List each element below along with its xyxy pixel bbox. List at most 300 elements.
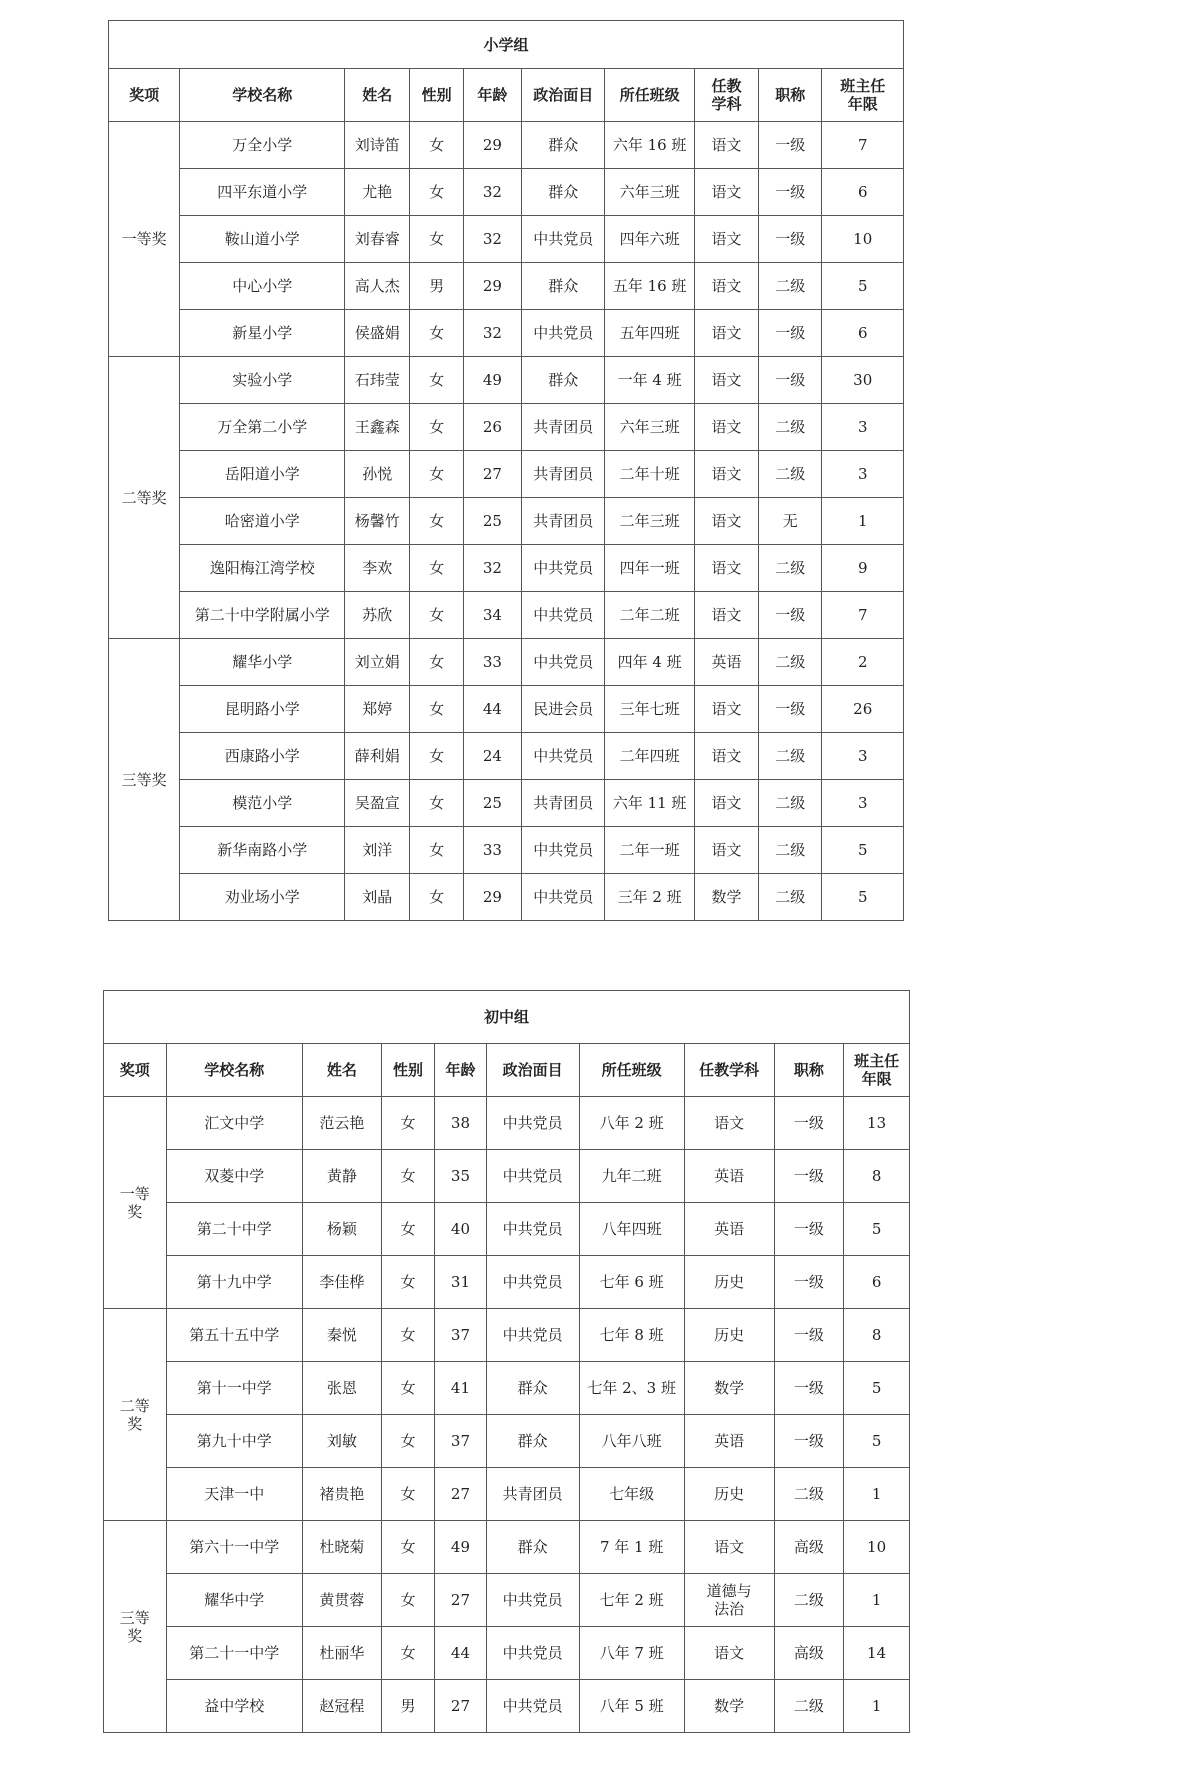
homeroom-years-cell: 1 — [844, 1468, 910, 1521]
homeroom-years-cell: 5 — [822, 263, 904, 310]
homeroom-years-cell: 3 — [822, 733, 904, 780]
class-cell: 二年十班 — [605, 451, 694, 498]
gender-cell: 女 — [410, 169, 463, 216]
column-header: 姓名 — [345, 69, 410, 122]
age-cell: 32 — [463, 545, 521, 592]
class-cell: 四年六班 — [605, 216, 694, 263]
homeroom-years-cell: 13 — [844, 1097, 910, 1150]
political-status-cell: 中共党员 — [486, 1680, 579, 1733]
subject-cell: 语文 — [694, 451, 758, 498]
age-cell: 34 — [463, 592, 521, 639]
subject-cell: 语文 — [694, 357, 758, 404]
class-cell: 九年二班 — [579, 1150, 684, 1203]
age-cell: 33 — [463, 827, 521, 874]
table-row — [109, 310, 904, 357]
title-cell: 一级 — [774, 1362, 844, 1415]
class-cell: 五年 16 班 — [605, 263, 694, 310]
homeroom-years-cell: 1 — [844, 1574, 910, 1627]
column-header: 年龄 — [463, 69, 521, 122]
teacher-name-cell: 杜晓菊 — [302, 1521, 381, 1574]
title-cell: 一级 — [759, 592, 822, 639]
class-cell: 三年七班 — [605, 686, 694, 733]
homeroom-years-cell: 2 — [822, 639, 904, 686]
subject-cell: 语文 — [694, 827, 758, 874]
political-status-cell: 中共党员 — [522, 216, 605, 263]
school-name-cell: 天津一中 — [166, 1468, 302, 1521]
award-cell: 三等奖 — [109, 639, 180, 921]
homeroom-years-cell: 30 — [822, 357, 904, 404]
subject-cell: 历史 — [684, 1256, 774, 1309]
class-cell: 七年级 — [579, 1468, 684, 1521]
gender-cell: 女 — [381, 1415, 435, 1468]
teacher-name-cell: 刘晶 — [345, 874, 410, 921]
title-cell: 一级 — [774, 1203, 844, 1256]
subject-cell: 英语 — [684, 1415, 774, 1468]
column-header: 政治面目 — [486, 1044, 579, 1097]
subject-cell: 语文 — [694, 122, 758, 169]
homeroom-years-cell: 1 — [822, 498, 904, 545]
table-row — [109, 639, 904, 686]
homeroom-years-cell: 14 — [844, 1627, 910, 1680]
political-status-cell: 群众 — [522, 263, 605, 310]
subject-cell: 语文 — [694, 592, 758, 639]
teacher-name-cell: 尤艳 — [345, 169, 410, 216]
title-cell: 二级 — [759, 263, 822, 310]
political-status-cell: 群众 — [486, 1362, 579, 1415]
column-header: 班主任 年限 — [844, 1044, 910, 1097]
subject-cell: 语文 — [694, 263, 758, 310]
column-header: 班主任 年限 — [822, 69, 904, 122]
title-cell: 一级 — [774, 1097, 844, 1150]
school-name-cell: 鞍山道小学 — [180, 216, 345, 263]
subject-cell: 语文 — [694, 216, 758, 263]
table-row — [104, 1150, 910, 1203]
subject-cell: 语文 — [684, 1521, 774, 1574]
gender-cell: 女 — [410, 592, 463, 639]
subject-cell: 历史 — [684, 1309, 774, 1362]
political-status-cell: 中共党员 — [522, 545, 605, 592]
award-cell: 二等 奖 — [104, 1309, 167, 1521]
school-name-cell: 第二十中学 — [166, 1203, 302, 1256]
gender-cell: 女 — [410, 874, 463, 921]
table-row — [104, 1680, 910, 1733]
homeroom-years-cell: 9 — [822, 545, 904, 592]
title-cell: 二级 — [759, 639, 822, 686]
teacher-name-cell: 李佳桦 — [302, 1256, 381, 1309]
table-row — [109, 216, 904, 263]
age-cell: 44 — [463, 686, 521, 733]
subject-cell: 道德与 法治 — [684, 1574, 774, 1627]
teacher-name-cell: 王鑫森 — [345, 404, 410, 451]
homeroom-years-cell: 10 — [844, 1521, 910, 1574]
subject-cell: 英语 — [684, 1203, 774, 1256]
political-status-cell: 中共党员 — [522, 874, 605, 921]
subject-cell: 英语 — [694, 639, 758, 686]
title-cell: 二级 — [759, 404, 822, 451]
title-cell: 一级 — [759, 686, 822, 733]
title-cell: 高级 — [774, 1627, 844, 1680]
school-name-cell: 第九十中学 — [166, 1415, 302, 1468]
subject-cell: 语文 — [694, 498, 758, 545]
teacher-name-cell: 孙悦 — [345, 451, 410, 498]
political-status-cell: 中共党员 — [486, 1309, 579, 1362]
school-name-cell: 西康路小学 — [180, 733, 345, 780]
school-name-cell: 第二十一中学 — [166, 1627, 302, 1680]
column-header: 姓名 — [302, 1044, 381, 1097]
title-cell: 一级 — [774, 1256, 844, 1309]
column-header: 奖项 — [104, 1044, 167, 1097]
political-status-cell: 群众 — [522, 357, 605, 404]
age-cell: 25 — [463, 498, 521, 545]
title-cell: 一级 — [774, 1309, 844, 1362]
column-header: 年龄 — [435, 1044, 487, 1097]
table-row — [104, 1627, 910, 1680]
primary-school-table — [108, 20, 904, 921]
school-name-cell: 昆明路小学 — [180, 686, 345, 733]
homeroom-years-cell: 6 — [822, 169, 904, 216]
homeroom-years-cell: 5 — [844, 1415, 910, 1468]
table-row — [109, 357, 904, 404]
political-status-cell: 中共党员 — [486, 1256, 579, 1309]
table-row — [109, 592, 904, 639]
gender-cell: 女 — [381, 1256, 435, 1309]
political-status-cell: 群众 — [522, 122, 605, 169]
class-cell: 五年四班 — [605, 310, 694, 357]
age-cell: 41 — [435, 1362, 487, 1415]
school-name-cell: 耀华中学 — [166, 1574, 302, 1627]
age-cell: 44 — [435, 1627, 487, 1680]
class-cell: 一年 4 班 — [605, 357, 694, 404]
teacher-name-cell: 石玮莹 — [345, 357, 410, 404]
school-name-cell: 岳阳道小学 — [180, 451, 345, 498]
column-header: 所任班级 — [605, 69, 694, 122]
table-row — [109, 451, 904, 498]
political-status-cell: 中共党员 — [486, 1097, 579, 1150]
class-cell: 七年 2 班 — [579, 1574, 684, 1627]
teacher-name-cell: 苏欣 — [345, 592, 410, 639]
age-cell: 32 — [463, 169, 521, 216]
gender-cell: 女 — [410, 733, 463, 780]
age-cell: 35 — [435, 1150, 487, 1203]
school-name-cell: 中心小学 — [180, 263, 345, 310]
gender-cell: 女 — [381, 1309, 435, 1362]
table-row — [104, 1256, 910, 1309]
political-status-cell: 群众 — [486, 1521, 579, 1574]
award-cell: 一等 奖 — [104, 1097, 167, 1309]
homeroom-years-cell: 5 — [844, 1203, 910, 1256]
homeroom-years-cell: 3 — [822, 404, 904, 451]
homeroom-years-cell: 7 — [822, 592, 904, 639]
title-cell: 二级 — [774, 1574, 844, 1627]
gender-cell: 女 — [381, 1468, 435, 1521]
header-row — [109, 69, 904, 122]
table-row — [109, 169, 904, 216]
school-name-cell: 劝业场小学 — [180, 874, 345, 921]
age-cell: 29 — [463, 122, 521, 169]
age-cell: 37 — [435, 1415, 487, 1468]
table-row — [104, 1468, 910, 1521]
table-row — [104, 1097, 910, 1150]
age-cell: 49 — [435, 1521, 487, 1574]
title-cell: 二级 — [759, 780, 822, 827]
teacher-name-cell: 刘春睿 — [345, 216, 410, 263]
political-status-cell: 民进会员 — [522, 686, 605, 733]
teacher-name-cell: 侯盛娟 — [345, 310, 410, 357]
table-row — [104, 1521, 910, 1574]
table-row — [109, 404, 904, 451]
political-status-cell: 群众 — [486, 1415, 579, 1468]
school-name-cell: 益中学校 — [166, 1680, 302, 1733]
gender-cell: 女 — [381, 1150, 435, 1203]
class-cell: 八年 2 班 — [579, 1097, 684, 1150]
political-status-cell: 中共党员 — [486, 1203, 579, 1256]
table-row — [109, 545, 904, 592]
teacher-name-cell: 褚贵艳 — [302, 1468, 381, 1521]
gender-cell: 女 — [381, 1574, 435, 1627]
column-header: 任教学科 — [684, 1044, 774, 1097]
title-cell: 二级 — [759, 827, 822, 874]
political-status-cell: 共青团员 — [522, 780, 605, 827]
school-name-cell: 第二十中学附属小学 — [180, 592, 345, 639]
gender-cell: 女 — [410, 498, 463, 545]
gender-cell: 女 — [410, 827, 463, 874]
age-cell: 27 — [435, 1468, 487, 1521]
table-row — [109, 733, 904, 780]
teacher-name-cell: 吴盈宣 — [345, 780, 410, 827]
column-header: 任教 学科 — [694, 69, 758, 122]
table-row — [109, 780, 904, 827]
age-cell: 24 — [463, 733, 521, 780]
gender-cell: 女 — [410, 216, 463, 263]
column-header: 奖项 — [109, 69, 180, 122]
gender-cell: 女 — [410, 686, 463, 733]
subject-cell: 数学 — [684, 1362, 774, 1415]
teacher-name-cell: 李欢 — [345, 545, 410, 592]
school-name-cell: 万全小学 — [180, 122, 345, 169]
table-row — [104, 1415, 910, 1468]
title-cell: 一级 — [759, 169, 822, 216]
class-cell: 八年 7 班 — [579, 1627, 684, 1680]
political-status-cell: 中共党员 — [522, 310, 605, 357]
school-name-cell: 第六十一中学 — [166, 1521, 302, 1574]
title-cell: 一级 — [774, 1150, 844, 1203]
award-cell: 二等奖 — [109, 357, 180, 639]
subject-cell: 数学 — [684, 1680, 774, 1733]
political-status-cell: 中共党员 — [522, 827, 605, 874]
class-cell: 二年四班 — [605, 733, 694, 780]
homeroom-years-cell: 1 — [844, 1680, 910, 1733]
gender-cell: 女 — [381, 1203, 435, 1256]
homeroom-years-cell: 5 — [844, 1362, 910, 1415]
age-cell: 29 — [463, 263, 521, 310]
teacher-name-cell: 郑婷 — [345, 686, 410, 733]
homeroom-years-cell: 6 — [822, 310, 904, 357]
school-name-cell: 模范小学 — [180, 780, 345, 827]
column-header: 职称 — [774, 1044, 844, 1097]
class-cell: 三年 2 班 — [605, 874, 694, 921]
school-name-cell: 万全第二小学 — [180, 404, 345, 451]
gender-cell: 女 — [410, 780, 463, 827]
column-header: 性别 — [381, 1044, 435, 1097]
gender-cell: 女 — [410, 404, 463, 451]
age-cell: 27 — [435, 1680, 487, 1733]
school-name-cell: 第十九中学 — [166, 1256, 302, 1309]
teacher-name-cell: 杜丽华 — [302, 1627, 381, 1680]
title-cell: 一级 — [759, 216, 822, 263]
table-row — [104, 1574, 910, 1627]
teacher-name-cell: 刘诗笛 — [345, 122, 410, 169]
column-header: 学校名称 — [180, 69, 345, 122]
political-status-cell: 群众 — [522, 169, 605, 216]
homeroom-years-cell: 10 — [822, 216, 904, 263]
column-header: 所任班级 — [579, 1044, 684, 1097]
gender-cell: 男 — [381, 1680, 435, 1733]
subject-cell: 语文 — [694, 545, 758, 592]
school-name-cell: 第十一中学 — [166, 1362, 302, 1415]
subject-cell: 语文 — [694, 310, 758, 357]
political-status-cell: 中共党员 — [486, 1150, 579, 1203]
gender-cell: 女 — [381, 1627, 435, 1680]
political-status-cell: 中共党员 — [522, 639, 605, 686]
class-cell: 六年 11 班 — [605, 780, 694, 827]
school-name-cell: 哈密道小学 — [180, 498, 345, 545]
homeroom-years-cell: 3 — [822, 780, 904, 827]
school-name-cell: 新华南路小学 — [180, 827, 345, 874]
class-cell: 二年三班 — [605, 498, 694, 545]
teacher-name-cell: 赵冠程 — [302, 1680, 381, 1733]
class-cell: 四年一班 — [605, 545, 694, 592]
age-cell: 33 — [463, 639, 521, 686]
subject-cell: 语文 — [694, 169, 758, 216]
teacher-name-cell: 范云艳 — [302, 1097, 381, 1150]
gender-cell: 女 — [410, 639, 463, 686]
age-cell: 25 — [463, 780, 521, 827]
gender-cell: 女 — [410, 310, 463, 357]
school-name-cell: 逸阳梅江湾学校 — [180, 545, 345, 592]
teacher-name-cell: 黄贯蓉 — [302, 1574, 381, 1627]
homeroom-years-cell: 6 — [844, 1256, 910, 1309]
political-status-cell: 共青团员 — [522, 451, 605, 498]
title-cell: 高级 — [774, 1521, 844, 1574]
age-cell: 40 — [435, 1203, 487, 1256]
class-cell: 七年 6 班 — [579, 1256, 684, 1309]
homeroom-years-cell: 7 — [822, 122, 904, 169]
age-cell: 49 — [463, 357, 521, 404]
school-name-cell: 耀华小学 — [180, 639, 345, 686]
age-cell: 26 — [463, 404, 521, 451]
gender-cell: 女 — [410, 451, 463, 498]
political-status-cell: 中共党员 — [486, 1574, 579, 1627]
homeroom-years-cell: 5 — [822, 827, 904, 874]
teacher-name-cell: 杨馨竹 — [345, 498, 410, 545]
age-cell: 32 — [463, 216, 521, 263]
table-row — [104, 1203, 910, 1256]
column-header: 职称 — [759, 69, 822, 122]
subject-cell: 语文 — [694, 780, 758, 827]
subject-cell: 英语 — [684, 1150, 774, 1203]
table-row — [109, 827, 904, 874]
school-name-cell: 实验小学 — [180, 357, 345, 404]
subject-cell: 语文 — [694, 686, 758, 733]
homeroom-years-cell: 8 — [844, 1309, 910, 1362]
gender-cell: 女 — [410, 545, 463, 592]
subject-cell: 语文 — [694, 404, 758, 451]
teacher-name-cell: 刘敏 — [302, 1415, 381, 1468]
gender-cell: 女 — [381, 1362, 435, 1415]
table-row — [104, 1362, 910, 1415]
age-cell: 27 — [463, 451, 521, 498]
column-header: 学校名称 — [166, 1044, 302, 1097]
teacher-name-cell: 黄静 — [302, 1150, 381, 1203]
title-cell: 二级 — [774, 1680, 844, 1733]
class-cell: 七年 2、3 班 — [579, 1362, 684, 1415]
subject-cell: 历史 — [684, 1468, 774, 1521]
age-cell: 27 — [435, 1574, 487, 1627]
homeroom-years-cell: 8 — [844, 1150, 910, 1203]
table-row — [104, 1309, 910, 1362]
subject-cell: 语文 — [684, 1627, 774, 1680]
teacher-name-cell: 高人杰 — [345, 263, 410, 310]
class-cell: 八年四班 — [579, 1203, 684, 1256]
political-status-cell: 中共党员 — [522, 592, 605, 639]
age-cell: 29 — [463, 874, 521, 921]
school-name-cell: 双菱中学 — [166, 1150, 302, 1203]
title-cell: 二级 — [774, 1468, 844, 1521]
table-row — [109, 498, 904, 545]
school-name-cell: 汇文中学 — [166, 1097, 302, 1150]
teacher-name-cell: 杨颖 — [302, 1203, 381, 1256]
table-body — [104, 1097, 910, 1733]
gender-cell: 男 — [410, 263, 463, 310]
teacher-name-cell: 薛利娟 — [345, 733, 410, 780]
class-cell: 六年三班 — [605, 169, 694, 216]
gender-cell: 女 — [410, 357, 463, 404]
school-name-cell: 第五十五中学 — [166, 1309, 302, 1362]
class-cell: 八年 5 班 — [579, 1680, 684, 1733]
table-title: 小学组 — [109, 21, 904, 69]
table-row — [109, 263, 904, 310]
title-cell: 二级 — [759, 545, 822, 592]
table-row — [109, 122, 904, 169]
subject-cell: 语文 — [684, 1097, 774, 1150]
age-cell: 32 — [463, 310, 521, 357]
junior-school-table — [103, 990, 910, 1733]
header-row — [104, 1044, 910, 1097]
school-name-cell: 四平东道小学 — [180, 169, 345, 216]
political-status-cell: 中共党员 — [522, 733, 605, 780]
column-header: 政治面目 — [522, 69, 605, 122]
class-cell: 六年 16 班 — [605, 122, 694, 169]
age-cell: 37 — [435, 1309, 487, 1362]
class-cell: 六年三班 — [605, 404, 694, 451]
column-header: 性别 — [410, 69, 463, 122]
gender-cell: 女 — [381, 1097, 435, 1150]
class-cell: 四年 4 班 — [605, 639, 694, 686]
title-cell: 一级 — [759, 122, 822, 169]
political-status-cell: 中共党员 — [486, 1627, 579, 1680]
teacher-name-cell: 秦悦 — [302, 1309, 381, 1362]
class-cell: 八年八班 — [579, 1415, 684, 1468]
title-cell: 二级 — [759, 451, 822, 498]
title-cell: 二级 — [759, 874, 822, 921]
teacher-name-cell: 刘洋 — [345, 827, 410, 874]
political-status-cell: 共青团员 — [486, 1468, 579, 1521]
title-cell: 无 — [759, 498, 822, 545]
class-cell: 二年一班 — [605, 827, 694, 874]
political-status-cell: 共青团员 — [522, 404, 605, 451]
table-title: 初中组 — [104, 991, 910, 1044]
class-cell: 7 年 1 班 — [579, 1521, 684, 1574]
